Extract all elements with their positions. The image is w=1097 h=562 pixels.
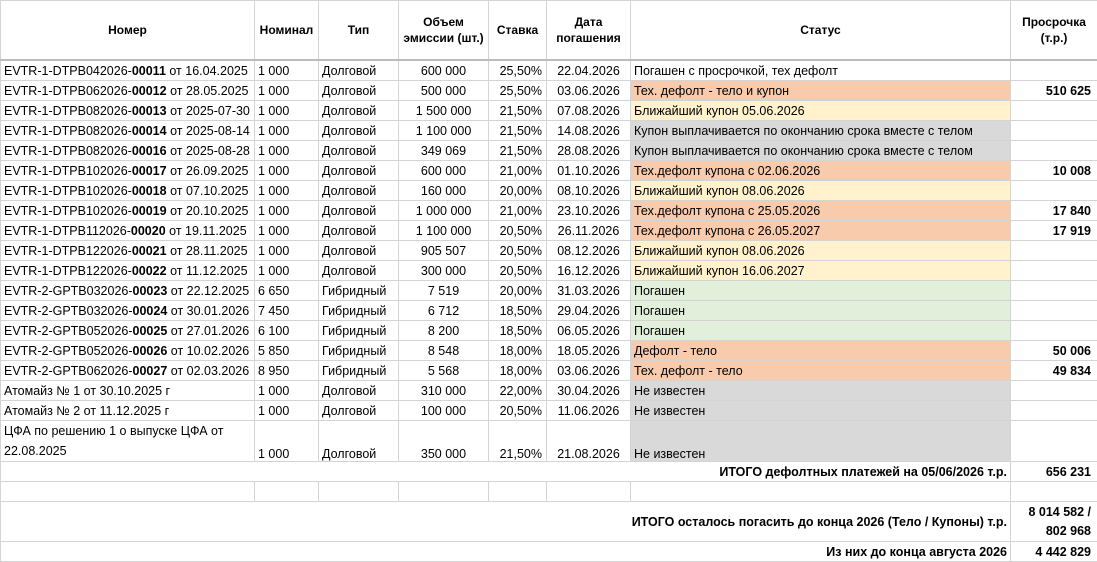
- number-prefix: Атомайз № 1 от 30.10.2025 г: [4, 384, 170, 398]
- cell-status: Купон выплачивается по окончанию срока вместе с телом: [631, 141, 1011, 161]
- cell-status: Не известен: [631, 401, 1011, 421]
- cell-status: Погашен: [631, 301, 1011, 321]
- cell-type: Долговой: [319, 81, 399, 101]
- cell-rate: 22,00%: [489, 381, 547, 401]
- number-prefix: EVTR-1-DTPB102026-: [4, 164, 132, 178]
- total-august-label: Из них до конца августа 2026: [1, 542, 1011, 562]
- cell-volume: 600 000: [399, 60, 489, 81]
- cell-date: 03.06.2026: [547, 81, 631, 101]
- number-prefix: EVTR-1-DTPB102026-: [4, 184, 132, 198]
- cell-status: Тех.дефолт купона с 02.06.2026: [631, 161, 1011, 181]
- cell-overdue: [1011, 261, 1097, 281]
- total-august-value: 4 442 829: [1011, 542, 1097, 562]
- cell-rate: 20,50%: [489, 401, 547, 421]
- cell-number: [1, 201, 255, 221]
- total-remaining-label: ИТОГО осталось погасить до конца 2026 (Тело / Купоны) т.р.: [1, 502, 1011, 542]
- cell-nominal: 1 000: [255, 201, 319, 221]
- cell-number: [1, 321, 255, 341]
- cell-type: Гибридный: [319, 361, 399, 381]
- cell-nominal: 1 000: [255, 60, 319, 81]
- number-suffix: от 20.10.2025: [167, 204, 249, 218]
- cell-type: Долговой: [319, 161, 399, 181]
- number-suffix: от 28.11.2025: [167, 244, 248, 258]
- cell-nominal: 1 000: [255, 81, 319, 101]
- cell-type: Долговой: [319, 261, 399, 281]
- cell-type: Долговой: [319, 141, 399, 161]
- cell-rate: 18,50%: [489, 321, 547, 341]
- number-id: 00011: [132, 64, 166, 78]
- cell-volume: 349 069: [399, 141, 489, 161]
- cell-number: [1, 181, 255, 201]
- cell-type: Долговой: [319, 221, 399, 241]
- cell-overdue: [1011, 301, 1097, 321]
- cell-date: 23.10.2026: [547, 201, 631, 221]
- cell-date: 30.04.2026: [547, 381, 631, 401]
- table-body: [1, 60, 1097, 421]
- cell-status: Купон выплачивается по окончанию срока вместе с телом: [631, 121, 1011, 141]
- table-row: [1, 281, 1097, 301]
- cell-nominal: 1 000: [255, 101, 319, 121]
- table-row: [1, 121, 1097, 141]
- cell-volume: 1 100 000: [399, 221, 489, 241]
- cell-number: [1, 101, 255, 121]
- number-suffix: от 11.12.2025: [167, 264, 248, 278]
- header-volume: Объем эмиссии (шт.): [399, 1, 489, 61]
- cell-rate: 21,50%: [489, 121, 547, 141]
- cell-volume: 5 568: [399, 361, 489, 381]
- number-prefix: EVTR-1-DTPB082026-: [4, 104, 132, 118]
- header-type: Тип: [319, 1, 399, 61]
- number-id: 00018: [132, 184, 167, 198]
- cell-volume: 160 000: [399, 181, 489, 201]
- number-id: 00024: [133, 304, 168, 318]
- cell-rate: 21,50%: [489, 421, 547, 462]
- cell-status: Тех. дефолт - тело: [631, 361, 1011, 381]
- number-id: 00021: [132, 244, 167, 258]
- cell-date: 07.08.2026: [547, 101, 631, 121]
- cell-rate: 18,00%: [489, 361, 547, 381]
- cell-overdue: 510 625: [1011, 81, 1097, 101]
- cell-nominal: 6 650: [255, 281, 319, 301]
- cell-overdue: [1011, 181, 1097, 201]
- cell-nominal: 1 000: [255, 161, 319, 181]
- cell-rate: 21,50%: [489, 101, 547, 121]
- number-prefix: EVTR-1-DTPB102026-: [4, 204, 132, 218]
- number-id: 00014: [132, 124, 167, 138]
- table-row: [1, 321, 1097, 341]
- number-suffix: от 2025-07-30: [167, 104, 250, 118]
- table-row: [1, 341, 1097, 361]
- header-number: Номер: [1, 1, 255, 61]
- cell-overdue: 17 840: [1011, 201, 1097, 221]
- cell-date: 08.12.2026: [547, 241, 631, 261]
- cell-nominal: 8 950: [255, 361, 319, 381]
- number-prefix: EVTR-2-GPTB062026-: [4, 364, 133, 378]
- cell-rate: 18,50%: [489, 301, 547, 321]
- cell-status: Ближайший купон 08.06.2026: [631, 181, 1011, 201]
- cell-nominal: 1 000: [255, 401, 319, 421]
- cell-number: [1, 261, 255, 281]
- cell-rate: 20,50%: [489, 241, 547, 261]
- number-prefix: EVTR-2-GPTB032026-: [4, 284, 133, 298]
- cell-number: [1, 60, 255, 81]
- number-id: 00012: [132, 84, 167, 98]
- cell-status: Погашен: [631, 321, 1011, 341]
- cell-status: Погашен: [631, 281, 1011, 301]
- table-row: [1, 81, 1097, 101]
- cell-type: Долговой: [319, 60, 399, 81]
- cell-status: Не известен: [631, 421, 1011, 462]
- cell-number: [1, 141, 255, 161]
- total-remaining-row: [1, 502, 1097, 542]
- cell-status: Погашен с просрочкой, тех дефолт: [631, 60, 1011, 81]
- number-id: 00023: [133, 284, 168, 298]
- cell-volume: 7 519: [399, 281, 489, 301]
- cell-status: Тех.дефолт купона с 26.05.2027: [631, 221, 1011, 241]
- cell-volume: 1 500 000: [399, 101, 489, 121]
- cell-type: Долговой: [319, 101, 399, 121]
- cell-overdue: [1011, 321, 1097, 341]
- number-id: 00019: [132, 204, 167, 218]
- header-rate: Ставка: [489, 1, 547, 61]
- cell-volume: 310 000: [399, 381, 489, 401]
- cell-volume: 1 000 000: [399, 201, 489, 221]
- cell-date: 06.05.2026: [547, 321, 631, 341]
- number-id: 00026: [133, 344, 168, 358]
- cell-type: Долговой: [319, 121, 399, 141]
- table-row: [1, 361, 1097, 381]
- cell-overdue: [1011, 401, 1097, 421]
- table-row: [1, 201, 1097, 221]
- table-row: [1, 101, 1097, 121]
- number-suffix: от 26.09.2025: [167, 164, 249, 178]
- cell-date: 16.12.2026: [547, 261, 631, 281]
- number-id: 00027: [133, 364, 168, 378]
- cell-overdue: 10 008: [1011, 161, 1097, 181]
- cell-overdue: [1011, 381, 1097, 401]
- header-overdue: Просрочка (т.р.): [1011, 1, 1097, 61]
- cell-volume: 600 000: [399, 161, 489, 181]
- number-id: 00020: [131, 224, 166, 238]
- cell-date: 14.08.2026: [547, 121, 631, 141]
- cell-volume: 8 200: [399, 321, 489, 341]
- number-prefix: EVTR-2-GPTB052026-: [4, 344, 133, 358]
- cell-nominal: 1 000: [255, 221, 319, 241]
- number-id: 00017: [132, 164, 167, 178]
- cell-type: Долговой: [319, 401, 399, 421]
- cell-rate: 25,50%: [489, 60, 547, 81]
- number-suffix: от 2025-08-28: [167, 144, 250, 158]
- cell-overdue: 49 834: [1011, 361, 1097, 381]
- cell-nominal: 1 000: [255, 141, 319, 161]
- table-row: [1, 161, 1097, 181]
- cell-type: Гибридный: [319, 321, 399, 341]
- cell-date: 28.08.2026: [547, 141, 631, 161]
- cell-number: [1, 301, 255, 321]
- cell-rate: 18,00%: [489, 341, 547, 361]
- cell-overdue: [1011, 241, 1097, 261]
- cell-date: 01.10.2026: [547, 161, 631, 181]
- cell-number: [1, 241, 255, 261]
- cell-volume: 8 548: [399, 341, 489, 361]
- number-id: 00022: [132, 264, 167, 278]
- total-default-value: 656 231: [1011, 462, 1097, 482]
- table-row: [1, 60, 1097, 81]
- number-prefix: EVTR-2-GPTB032026-: [4, 304, 133, 318]
- header-nominal: Номинал: [255, 1, 319, 61]
- cell-nominal: 5 850: [255, 341, 319, 361]
- number-prefix: EVTR-2-GPTB052026-: [4, 324, 133, 338]
- cell-date: 31.03.2026: [547, 281, 631, 301]
- cell-status: Ближайший купон 08.06.2026: [631, 241, 1011, 261]
- cell-volume: 500 000: [399, 81, 489, 101]
- cell-rate: 21,50%: [489, 141, 547, 161]
- cell-overdue: [1011, 281, 1097, 301]
- cell-date: 22.04.2026: [547, 60, 631, 81]
- cell-type: Долговой: [319, 381, 399, 401]
- cell-rate: 20,00%: [489, 281, 547, 301]
- cell-number: ЦФА по решению 1 о выпуске ЦФА от 22.08.2025: [4, 421, 251, 461]
- cell-nominal: 1 000: [255, 261, 319, 281]
- cell-overdue: [1011, 121, 1097, 141]
- cell-overdue: 17 919: [1011, 221, 1097, 241]
- number-prefix: EVTR-1-DTPB042026-: [4, 64, 132, 78]
- cell-date: 26.11.2026: [547, 221, 631, 241]
- table-row: [1, 181, 1097, 201]
- cell-status: Ближайший купон 05.06.2026: [631, 101, 1011, 121]
- number-suffix: от 28.05.2025: [167, 84, 249, 98]
- cell-number: [1, 221, 255, 241]
- cell-overdue: [1011, 101, 1097, 121]
- header-row: [1, 1, 1097, 61]
- cell-date: 08.10.2026: [547, 181, 631, 201]
- cell-number: [1, 341, 255, 361]
- cell-volume: 300 000: [399, 261, 489, 281]
- cfa-row: [1, 421, 1097, 462]
- cell-date: 29.04.2026: [547, 301, 631, 321]
- cell-nominal: 7 450: [255, 301, 319, 321]
- cell-type: Долговой: [319, 421, 399, 462]
- cell-nominal: 1 000: [255, 121, 319, 141]
- cell-date: 11.06.2026: [547, 401, 631, 421]
- number-prefix: Атомайз № 2 от 11.12.2025 г: [4, 404, 169, 418]
- cell-number: [1, 81, 255, 101]
- table-row: [1, 221, 1097, 241]
- number-suffix: от 30.01.2026: [167, 304, 249, 318]
- cell-date: 21.08.2026: [547, 421, 631, 462]
- cell-rate: 20,00%: [489, 181, 547, 201]
- number-suffix: от 19.11.2025: [166, 224, 247, 238]
- cell-number: [1, 161, 255, 181]
- cell-overdue: [1011, 141, 1097, 161]
- cell-number: [1, 361, 255, 381]
- cell-nominal: 1 000: [255, 241, 319, 261]
- number-prefix: EVTR-1-DTPB122026-: [4, 244, 132, 258]
- cell-rate: 25,50%: [489, 81, 547, 101]
- number-suffix: от 16.04.2025: [166, 64, 248, 78]
- cell-volume: 100 000: [399, 401, 489, 421]
- number-prefix: EVTR-1-DTPB112026-: [4, 224, 131, 238]
- cell-nominal: 1 000: [255, 381, 319, 401]
- number-suffix: от 10.02.2026: [167, 344, 249, 358]
- table-row: [1, 381, 1097, 401]
- cell-type: Гибридный: [319, 281, 399, 301]
- number-suffix: от 2025-08-14: [167, 124, 250, 138]
- number-id: 00013: [132, 104, 167, 118]
- table-row: [1, 401, 1097, 421]
- number-prefix: EVTR-1-DTPB082026-: [4, 124, 132, 138]
- cell-status: Не известен: [631, 381, 1011, 401]
- table-row: [1, 301, 1097, 321]
- number-prefix: EVTR-1-DTPB122026-: [4, 264, 132, 278]
- cell-volume: 6 712: [399, 301, 489, 321]
- cell-date: 18.05.2026: [547, 341, 631, 361]
- total-default-label: ИТОГО дефолтных платежей на 05/06/2026 т.р.: [1, 462, 1011, 482]
- cell-date: 03.06.2026: [547, 361, 631, 381]
- header-date: Дата погашения: [547, 1, 631, 61]
- cell-number: [1, 121, 255, 141]
- cell-status: Тех.дефолт купона с 25.05.2026: [631, 201, 1011, 221]
- number-id: 00025: [133, 324, 168, 338]
- number-prefix: EVTR-1-DTPB082026-: [4, 144, 132, 158]
- cell-rate: 21,00%: [489, 201, 547, 221]
- number-suffix: от 02.03.2026: [167, 364, 249, 378]
- cell-nominal: 1 000: [255, 181, 319, 201]
- cell-status: Ближайший купон 16.06.2027: [631, 261, 1011, 281]
- cell-type: Долговой: [319, 201, 399, 221]
- total-default-row: [1, 462, 1097, 482]
- cell-type: Гибридный: [319, 341, 399, 361]
- cell-type: Долговой: [319, 241, 399, 261]
- cell-volume: 905 507: [399, 241, 489, 261]
- cell-status: Дефолт - тело: [631, 341, 1011, 361]
- number-id: 00016: [132, 144, 167, 158]
- table-row: [1, 141, 1097, 161]
- header-status: Статус: [631, 1, 1011, 61]
- cell-nominal: 1 000: [255, 421, 319, 462]
- cell-volume: 1 100 000: [399, 121, 489, 141]
- number-suffix: от 07.10.2025: [167, 184, 249, 198]
- cell-rate: 20,50%: [489, 221, 547, 241]
- cell-nominal: 6 100: [255, 321, 319, 341]
- cell-type: Гибридный: [319, 301, 399, 321]
- cell-status: Тех. дефолт - тело и купон: [631, 81, 1011, 101]
- cell-overdue: [1011, 421, 1097, 462]
- cell-rate: 21,00%: [489, 161, 547, 181]
- table-row: [1, 241, 1097, 261]
- table-footer: [1, 421, 1097, 562]
- total-remaining-value: 8 014 582 / 802 968: [1011, 502, 1097, 542]
- cell-number: [1, 401, 255, 421]
- empty-row: [1, 482, 1097, 502]
- cell-volume: 350 000: [399, 421, 489, 462]
- number-prefix: EVTR-1-DTPB062026-: [4, 84, 132, 98]
- cell-type: Долговой: [319, 181, 399, 201]
- table-row: [1, 261, 1097, 281]
- number-suffix: от 22.12.2025: [167, 284, 249, 298]
- cell-overdue: [1011, 60, 1097, 81]
- cell-rate: 20,50%: [489, 261, 547, 281]
- cell-number: [1, 281, 255, 301]
- number-suffix: от 27.01.2026: [167, 324, 249, 338]
- cell-overdue: 50 006: [1011, 341, 1097, 361]
- cell-number: [1, 381, 255, 401]
